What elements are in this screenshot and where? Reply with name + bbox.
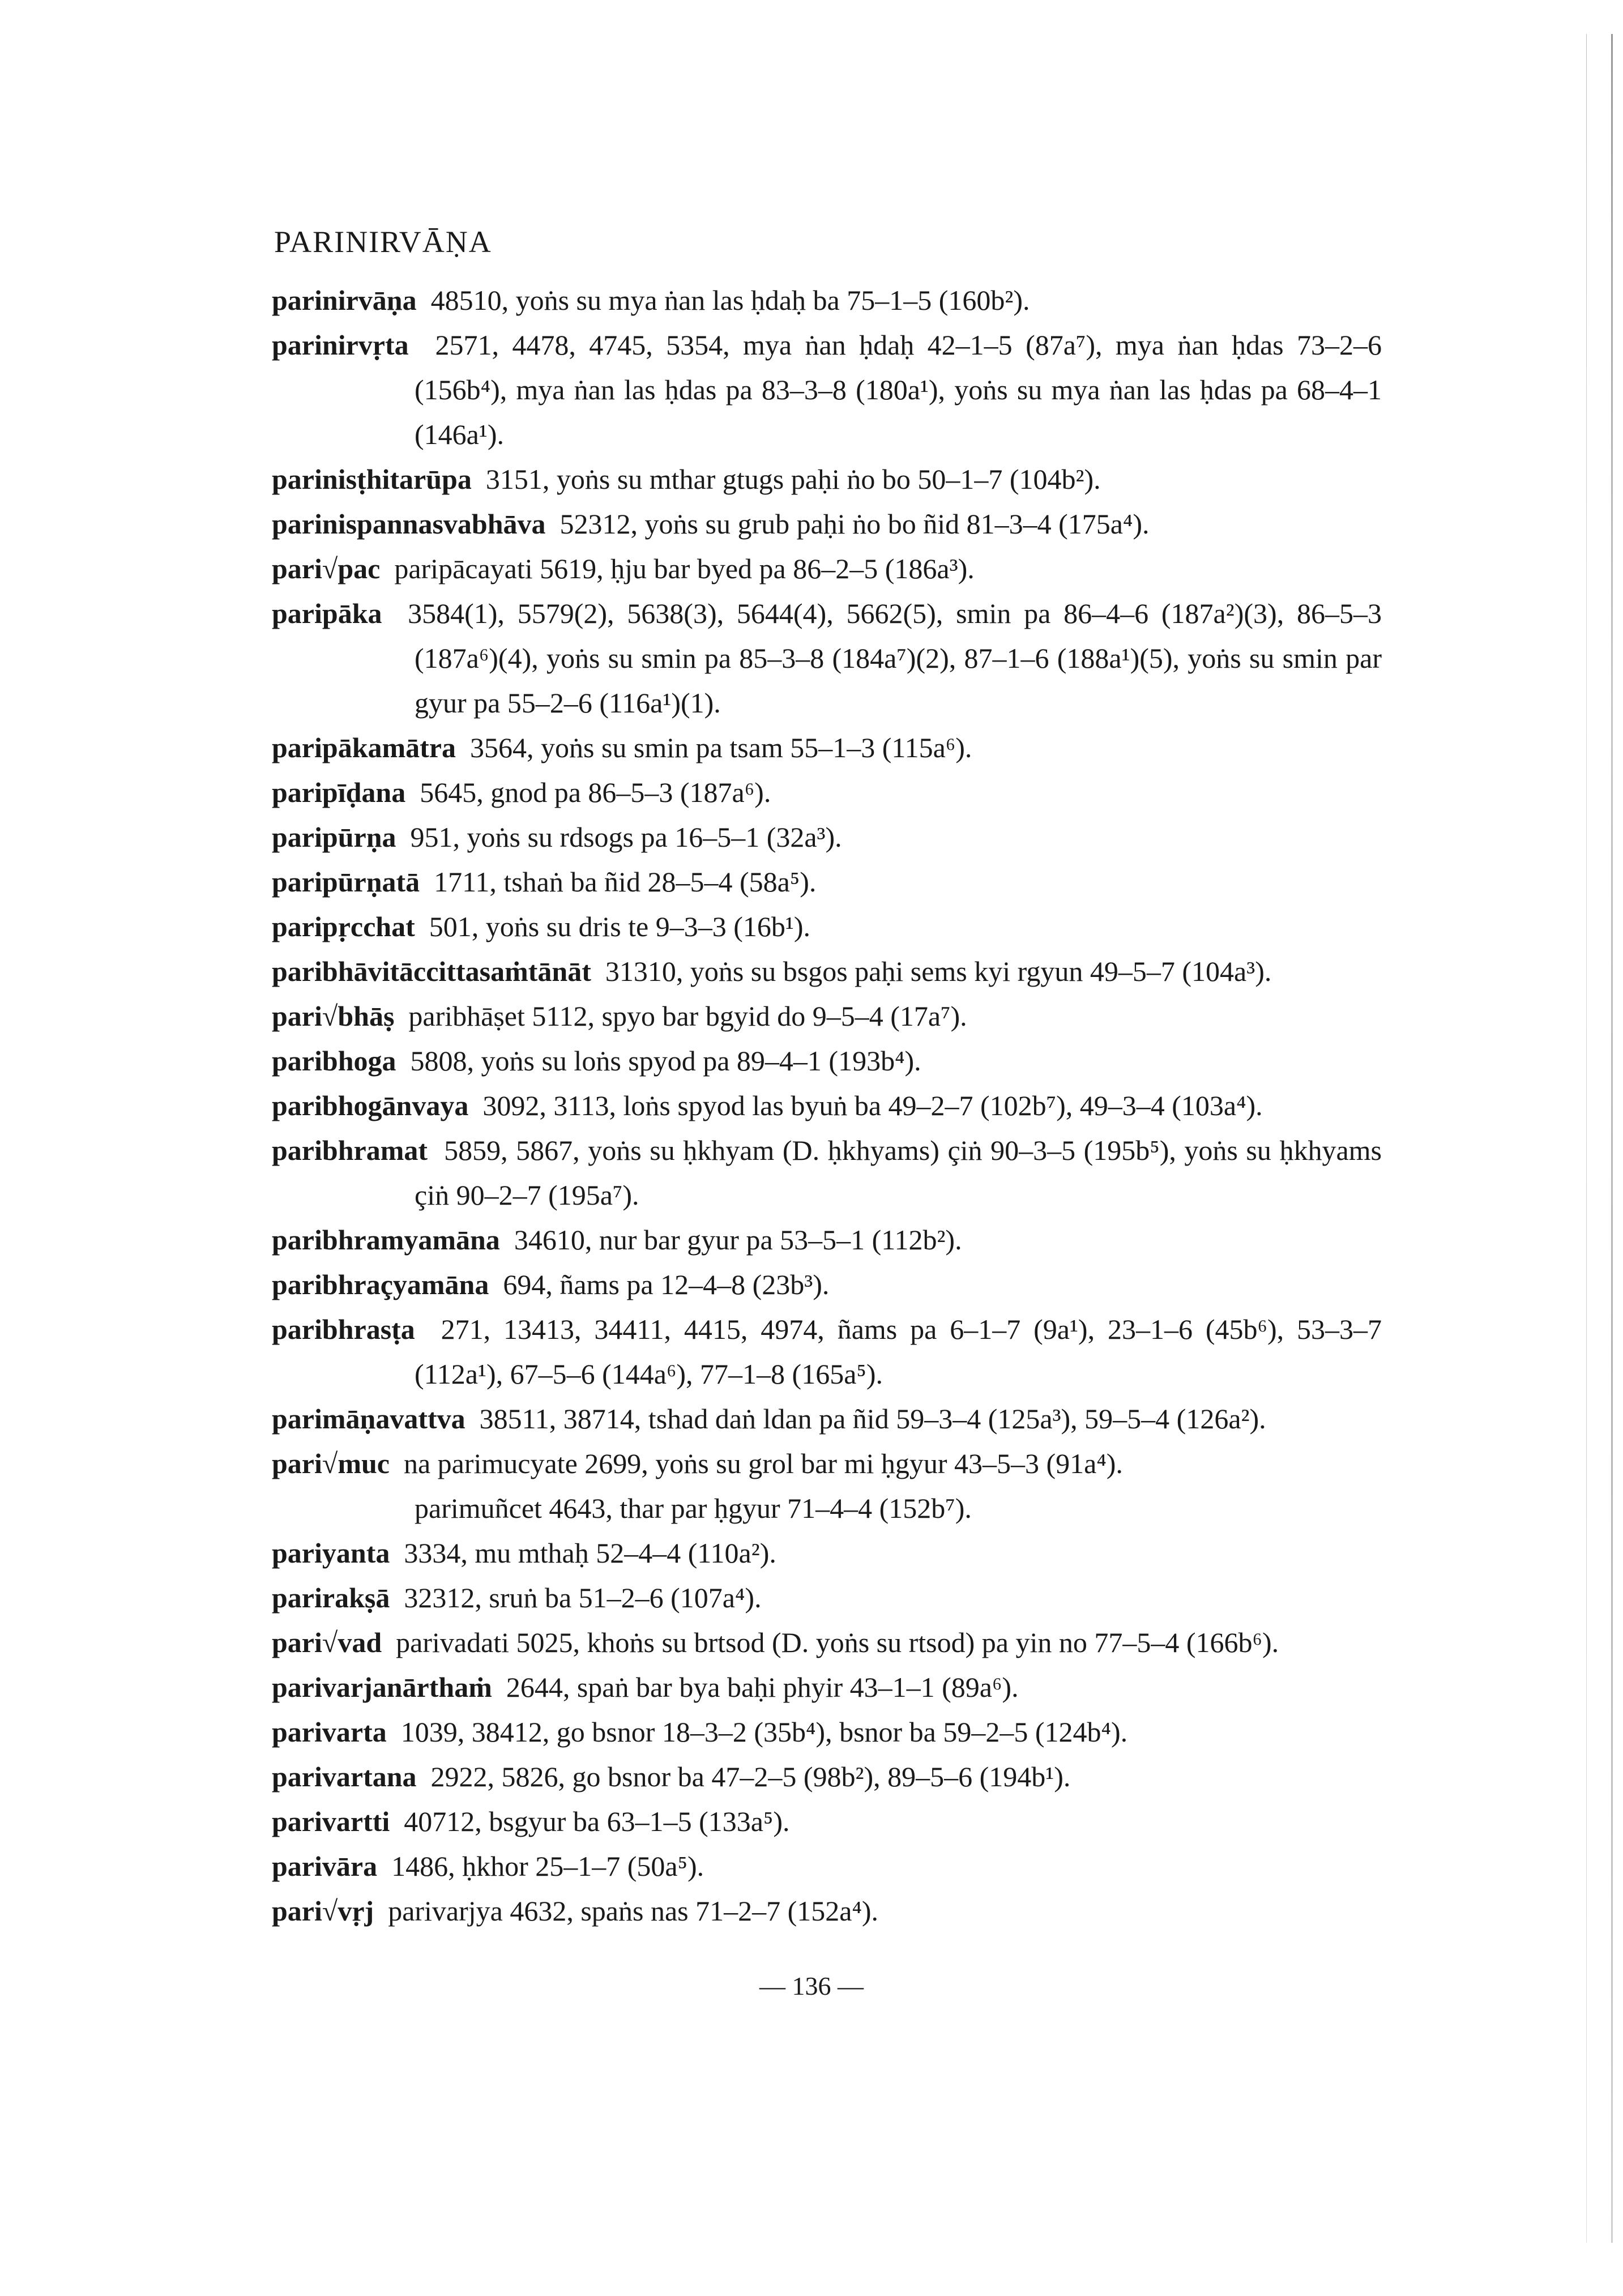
entry xyxy=(272,278,1382,323)
headword: paribhramyamāna xyxy=(272,1224,500,1256)
entry xyxy=(272,1307,1382,1397)
headword: paripākamātra xyxy=(272,732,456,763)
headword: pari√pac xyxy=(272,553,381,584)
scan-edge-mark xyxy=(1611,34,1613,2243)
entry xyxy=(272,1844,1382,1889)
entry xyxy=(272,770,1382,815)
entry-text: 3564, yoṅs su smin pa tsam 55–1–3 (115a⁶). xyxy=(470,732,972,763)
entry xyxy=(272,1128,1382,1218)
entry-text: parivarjya 4632, spaṅs nas 71–2–7 (152a⁴). xyxy=(388,1895,879,1927)
entry-text: 694, ñams pa 12–4–8 (23b³). xyxy=(503,1269,830,1300)
headword: paribhāvitāccittasaṁtānāt xyxy=(272,955,591,987)
entry-text: 2922, 5826, go bsnor ba 47–2–5 (98b²), 89–5–6 (194b¹). xyxy=(430,1761,1071,1793)
entry-text: 40712, bsgyur ba 63–1–5 (133a⁵). xyxy=(404,1806,790,1837)
headword: paribhraçyamāna xyxy=(272,1269,489,1300)
entry-text: 1486, ḥkhor 25–1–7 (50a⁵). xyxy=(391,1850,704,1882)
headword: parivarjanārthaṁ xyxy=(272,1671,492,1703)
entry xyxy=(272,1620,1382,1665)
entry-text: 3151, yoṅs su mthar gtugs paḥi ṅo bo 50–1–7 (104b²). xyxy=(485,463,1101,495)
section-title: PARINIRVĀṆA xyxy=(274,225,492,259)
headword: parirakṣā xyxy=(272,1582,390,1614)
entry-text: 38511, 38714, tshad daṅ ldan pa ñid 59–3–4 (125a³), 59–5–4 (126a²). xyxy=(479,1403,1266,1435)
entry-text: 48510, yoṅs su mya ṅan las ḥdaḥ ba 75–1–5 (160b²). xyxy=(430,284,1030,316)
headword: paripūrṇa xyxy=(272,821,396,853)
entry-text: 3092, 3113, loṅs spyod las byuṅ ba 49–2–7 (102b⁷), 49–3–4 (103a⁴). xyxy=(482,1090,1263,1121)
entry xyxy=(272,1083,1382,1128)
entry-text: 5645, gnod pa 86–5–3 (187a⁶). xyxy=(420,776,771,808)
entry xyxy=(272,502,1382,547)
entry-text: 1039, 38412, go bsnor 18–3–2 (35b⁴), bsnor ba 59–2–5 (124b⁴). xyxy=(400,1716,1128,1748)
headword: parivartti xyxy=(272,1806,390,1837)
entry xyxy=(272,547,1382,591)
entry-text: 52312, yoṅs su grub paḥi ṅo bo ñid 81–3–4 (175a⁴). xyxy=(559,508,1150,540)
headword: parimāṇavattva xyxy=(272,1403,465,1435)
entry xyxy=(272,1799,1382,1844)
headword: paribhogānvaya xyxy=(272,1090,469,1121)
entry xyxy=(272,323,1382,457)
headword: paribhrasṭa xyxy=(272,1313,415,1345)
entry-text: parivadati 5025, khoṅs su brtsod (D. yoṅs su rtsod) pa yin no 77–5–4 (166b⁶). xyxy=(396,1627,1279,1658)
entry-text: paribhāṣet 5112, spyo bar bgyid do 9–5–4 (17a⁷). xyxy=(408,1000,967,1032)
headword: paribhoga xyxy=(272,1045,396,1077)
entry-text: 32312, sruṅ ba 51–2–6 (107a⁴). xyxy=(404,1582,762,1614)
entry-text: 5808, yoṅs su loṅs spyod pa 89–4–1 (193b⁴). xyxy=(410,1045,921,1077)
headword: paribhramat xyxy=(272,1134,428,1166)
entry-text: na parimucyate 2699, yoṅs su grol bar mi ḥgyur 43–5–3 (91a⁴). xyxy=(403,1448,1123,1479)
entry xyxy=(272,457,1382,502)
entry-text: 2571, 4478, 4745, 5354, mya ṅan ḥdaḥ 42–1–5 (87a⁷), mya ṅan ḥdas 73–2–6 (156b⁴), mya ṅan las ḥdas pa 83–3–8 (180a¹), yoṅs su mya ṅan las ḥdas pa 68–4–1 (146a¹). xyxy=(415,329,1382,450)
entry-text: 501, yoṅs su dris te 9–3–3 (16b¹). xyxy=(429,911,811,942)
entry-text: 271, 13413, 34411, 4415, 4974, ñams pa 6–1–7 (9a¹), 23–1–6 (45b⁶), 53–3–7 (112a¹), 67–5–6 (144a⁶), 77–1–8 (165a⁵). xyxy=(415,1313,1382,1390)
headword: parinispannasvabhāva xyxy=(272,508,546,540)
headword: parinirvṛta xyxy=(272,329,409,361)
headword: paripūrṇatā xyxy=(272,866,420,898)
entry xyxy=(272,1889,1382,1934)
entry xyxy=(272,949,1382,994)
entry xyxy=(272,860,1382,904)
dictionary-page xyxy=(272,220,1382,1934)
entry-text: 5859, 5867, yoṅs su ḥkhyam (D. ḥkhyams) çiṅ 90–3–5 (195b⁵), yoṅs su ḥkhyams çiṅ 90–2–7 (195a⁷). xyxy=(415,1134,1382,1211)
entry xyxy=(272,1710,1382,1755)
entry xyxy=(272,994,1382,1039)
headword: parivarta xyxy=(272,1716,387,1748)
entry-text: 34610, nur bar gyur pa 53–5–1 (112b²). xyxy=(514,1224,962,1256)
entry xyxy=(272,591,1382,725)
headword: pariyanta xyxy=(272,1537,390,1569)
scan-edge-line xyxy=(1586,34,1587,2243)
entry-text: 3334, mu mthaḥ 52–4–4 (110a²). xyxy=(404,1537,776,1569)
entry xyxy=(272,1039,1382,1083)
entry xyxy=(272,1755,1382,1799)
entry-text: paripācayati 5619, ḥju bar byed pa 86–2–5 (186a³). xyxy=(394,553,975,584)
entry xyxy=(272,1531,1382,1576)
entry-text: 2644, spaṅ bar bya baḥi phyir 43–1–1 (89a⁶). xyxy=(506,1671,1019,1703)
entry-text: 1711, tshaṅ ba ñid 28–5–4 (58a⁵). xyxy=(434,866,817,898)
entry-continuation: parimuñcet 4643, thar par ḥgyur 71–4–4 (152b⁷). xyxy=(415,1492,972,1524)
headword: pari√bhāṣ xyxy=(272,1000,395,1032)
headword: pari√vad xyxy=(272,1627,382,1658)
headword: paripāka xyxy=(272,598,382,629)
entry xyxy=(272,1262,1382,1307)
headword: parivāra xyxy=(272,1850,378,1882)
entry xyxy=(272,1397,1382,1441)
headword: parivartana xyxy=(272,1761,417,1793)
entry-text: 951, yoṅs su rdsogs pa 16–5–1 (32a³). xyxy=(410,821,842,853)
headword: pari√vṛj xyxy=(272,1895,374,1927)
entry xyxy=(272,725,1382,770)
headword: paripīḍana xyxy=(272,776,406,808)
entry xyxy=(272,1576,1382,1620)
headword: pari√muc xyxy=(272,1448,390,1479)
page-number: — 136 — xyxy=(759,1971,864,2000)
entry-text: 3584(1), 5579(2), 5638(3), 5644(4), 5662(5), smin pa 86–4–6 (187a²)(3), 86–5–3 (187a⁶)(4), yoṅs su smin pa 85–3–8 (184a⁷)(2), 87–1–6 (188a¹)(5), yoṅs su smin par gyur pa 55–2–6 (116a¹)(1). xyxy=(408,598,1382,719)
entry xyxy=(272,1218,1382,1262)
entry xyxy=(272,815,1382,860)
entry-text: 31310, yoṅs su bsgos paḥi sems kyi rgyun 49–5–7 (104a³). xyxy=(605,955,1272,987)
entry xyxy=(272,1665,1382,1710)
entry xyxy=(272,904,1382,949)
entry xyxy=(272,1441,1382,1486)
headword: parinirvāṇa xyxy=(272,284,417,316)
headword: paripṛcchat xyxy=(272,911,415,942)
headword: parinisṭhitarūpa xyxy=(272,463,472,495)
